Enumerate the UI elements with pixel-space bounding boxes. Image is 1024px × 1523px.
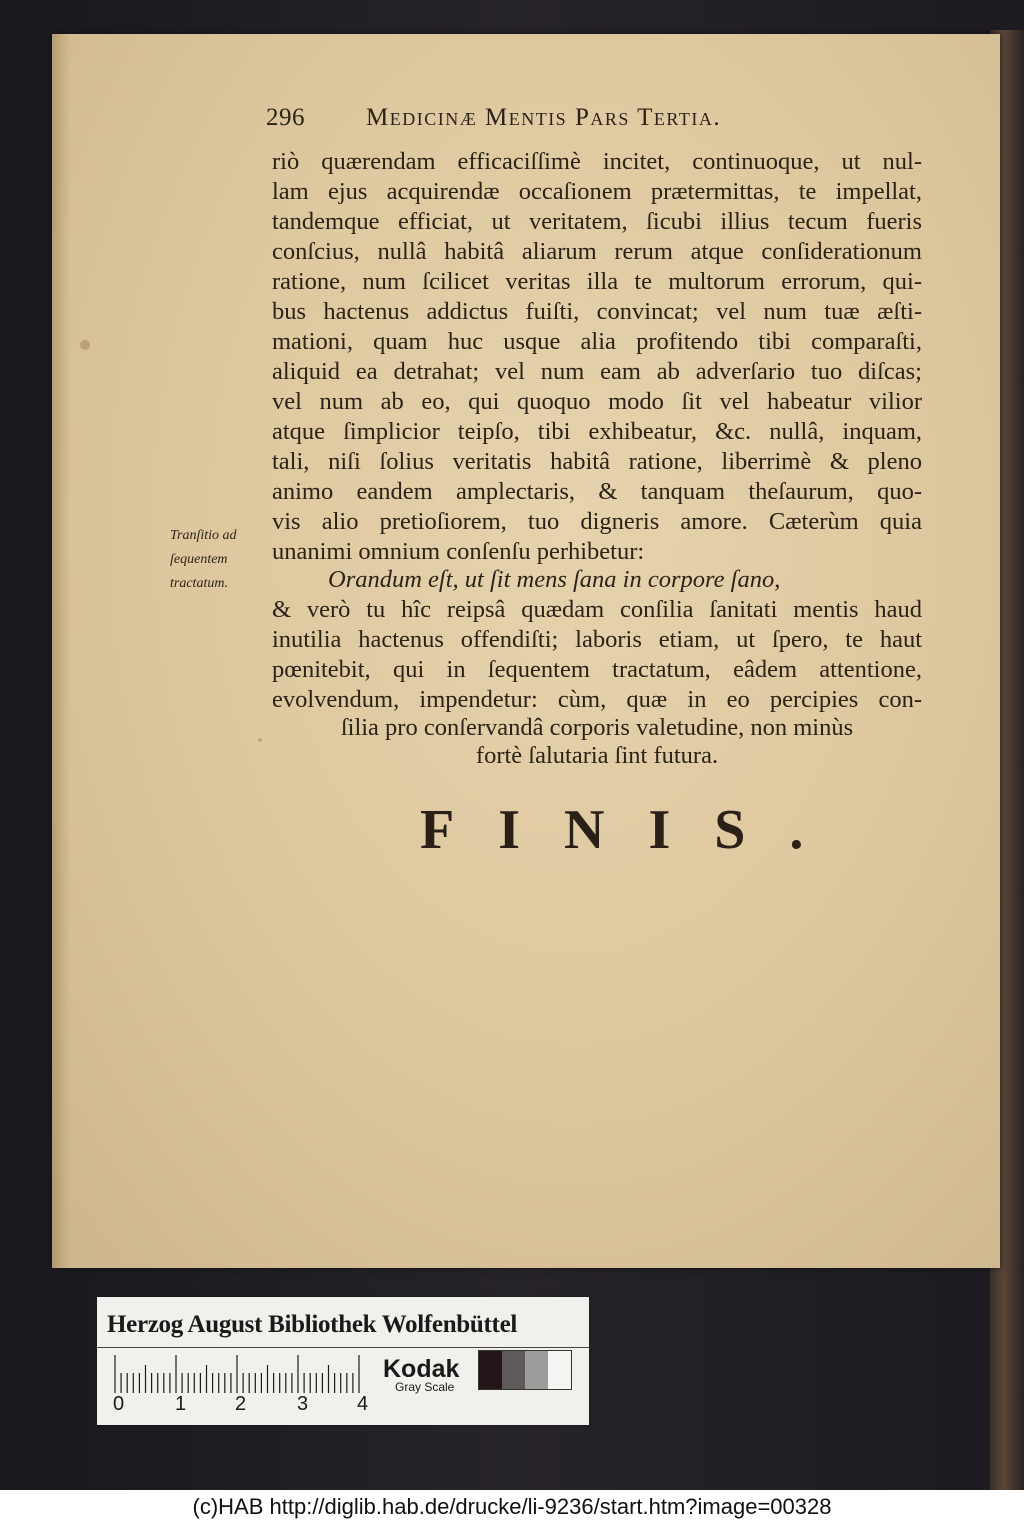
copyright-footer: (c)HAB http://diglib.hab.de/drucke/li-9236/start.htm?image=00328 — [0, 1490, 1024, 1523]
swatch — [525, 1351, 548, 1389]
foxing-spot — [80, 340, 90, 350]
running-title: Medicinæ Mentis Pars Tertia. — [366, 104, 722, 131]
text-line: pœnitebit, qui in ſequentem tractatum, eâdem attentione, — [272, 656, 922, 683]
text-line: lam ejus acquirendæ occaſionem prætermittas, te impellat, — [272, 178, 922, 205]
swatch — [479, 1351, 502, 1389]
running-header — [266, 104, 836, 144]
text-line: evolvendum, impendetur: cùm, quæ in eo percipies con- — [272, 686, 922, 713]
text-line: bus hactenus addictus fuiſti, convincat; vel num tuæ æſti- — [272, 298, 922, 325]
text-line: ratione, num ſcilicet veritas illa te multorum errorum, qui- — [272, 268, 922, 295]
marginal-note-line: tractatum. — [170, 576, 228, 591]
text-line: riò quærendam efficaciſſimè incitet, continuoque, ut nul- — [272, 148, 922, 175]
foxing-spot — [258, 738, 262, 742]
text-line: unanimi omnium conſenſu perhibetur: — [272, 538, 645, 565]
grayscale-label: Gray Scale — [395, 1380, 455, 1394]
swatch — [548, 1351, 571, 1389]
marginal-note-line: Tranſitio ad — [170, 528, 237, 543]
quotation-line: Orandum eſt, ut ſit mens ſana in corpore ſano, — [328, 566, 781, 593]
text-line: aliquid ea detrahat; vel num eam ab adverſario tuo diſcas; — [272, 358, 922, 385]
gray-scale-swatches — [478, 1350, 572, 1390]
marginal-note — [170, 524, 270, 596]
text-line: atque ſimplicior teipſo, tibi exhibeatur, &c. nullâ, inquam, — [272, 418, 922, 445]
text-line: & verò tu hîc reipsâ quædam conſilia ſanitati mentis haud — [272, 596, 922, 623]
finis-heading: FINIS. — [420, 799, 848, 861]
page-gutter-shade — [52, 34, 70, 1268]
card-divider — [97, 1347, 589, 1348]
text-line: ſilia pro conſervandâ corporis valetudine, non minùs — [340, 714, 854, 741]
text-line: fortè ſalutaria ſint futura. — [475, 742, 719, 769]
ruler-number: 0 — [113, 1393, 125, 1415]
institution-label: Herzog August Bibliothek Wolfenbüttel — [107, 1311, 518, 1338]
text-line: mationi, quam huc usque alia profitendo tibi comparaſti, — [272, 328, 922, 355]
text-line: tandemque efficiat, ut veritatem, ſicubi illius tecum fueris — [272, 208, 922, 235]
text-line: vel num ab eo, qui quoquo modo ſit vel habeatur vilior — [272, 388, 922, 415]
kodak-logo: Kodak — [383, 1355, 460, 1383]
swatch — [502, 1351, 525, 1389]
ruler-number: 1 — [175, 1393, 187, 1415]
ruler-number: 4 — [357, 1393, 369, 1415]
page-number: 296 — [266, 104, 305, 131]
ruler-number: 3 — [297, 1393, 309, 1415]
marginal-note-line: ſequentem — [170, 552, 228, 567]
text-line: vis alio pretioſiorem, tuo digneris amore. Cæterùm quia — [272, 508, 922, 535]
ruler-scale — [111, 1353, 361, 1393]
ruler-number: 2 — [235, 1393, 247, 1415]
color-reference-card — [97, 1297, 589, 1425]
ruler-numbers — [105, 1393, 465, 1419]
text-line: inutilia hactenus offendiſti; laboris etiam, ut ſpero, te haut — [272, 626, 922, 653]
text-line: conſcius, nullâ habitâ aliarum rerum atque conſiderationum — [272, 238, 922, 265]
text-line: animo eandem amplectaris, & tanquam theſaurum, quo- — [272, 478, 922, 505]
text-line: tali, niſi ſolius veritatis habitâ ratione, liberrimè & pleno — [272, 448, 922, 475]
